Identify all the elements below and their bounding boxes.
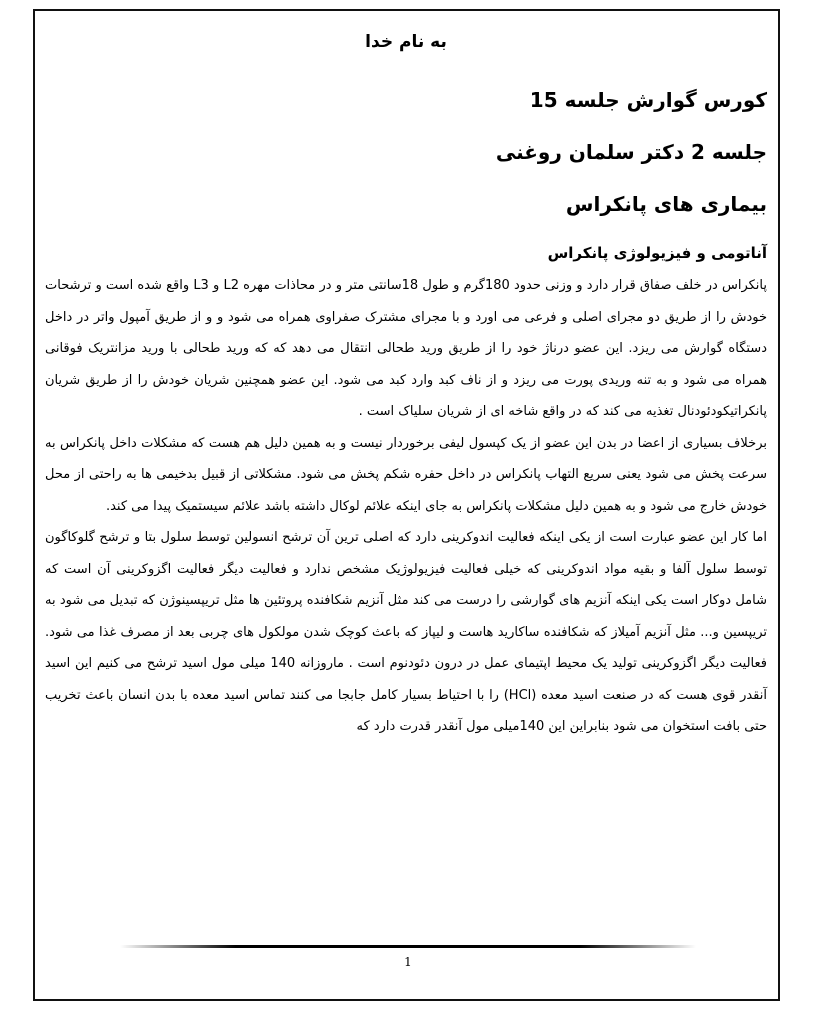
paragraph-capsule: برخلاف بسیاری از اعضا در بدن این عضو از یک کپسول لیفی برخوردار نیست و به همین دلیل هم هست که مشکلات داخل پانکراس به سرعت پخش می شود یعنی سریع التهاب پانکراس در داخل حفره شکم پخش می شود. مشکلاتی از قبیل بدخیمی ها به راحتی از محل خودش خارج می شود و به همین دلیل مشکلات پانکراس به جای اینکه علائم لوکال داشته باشد علائم سیستمیک پیدا می کند. <box>45 435 767 514</box>
footer-divider <box>120 945 696 948</box>
section-heading: آناتومی و فیزیولوژی پانکراس <box>547 244 767 262</box>
page-number: 1 <box>404 955 412 969</box>
paragraph-anatomy: پانکراس در خلف صفاق قرار دارد و وزنی حدود 180گرم و طول 18سانتی متر و در محاذات مهره L2 و L3 واقع شده است و ترشحات خودش را از طریق دو مجرای اصلی و فرعی می اورد و با مجرای مشترک صفراوی همراه می شود و و از طریق آمپول واتر در داخل دستگاه گوارش می ریزد. این عضو درناژ خود را از طریق ورید طحالی انتقال می دهد که که ورید طحالی با ورید مزانتریک فوقانی همراه می شود و به تنه وریدی پورت می ریزد و از ناف کبد وارد کبد می شود. این عضو همچنین شریان خودش را از طریق شریان پانکراتیکودئودنال تغذیه می کند که در واقع شاخه ای از شریان سلیاک است . <box>45 278 767 419</box>
bismillah-heading: به نام خدا <box>365 32 447 52</box>
paragraph-function: اما کار این عضو عبارت است از یکی اینکه فعالیت اندوکرینی دارد که اصلی ترین آن ترشح انسولین توسط سلول بتا و ترشح گلوکاگون توسط سلول آلفا و بقیه مواد اندوکرینی که خیلی فعالیت فیزیولوژیک مشخص ندارد و فعالیت دیگر فعالیت اگزوکرینی آن است که شامل دوکار است یکی اینکه آنزیم های گوارشی را درست می کند مثل آنزیم شکافنده پروتئین ها مثل تریپسینوژن که تبدیل می شود به تریپسین و... مثل آنزیم آمیلاز که شکافنده ساکارید هاست و لیپاز که باعث کوچک شدن مولکول های چربی بعد از مصرف غذا می شود. فعالیت دیگر اگزوکرینی تولید یک محیط اپتیمای عمل در درون دئودنوم است . ماروزانه 140 میلی مول اسید ترشح می کنیم این اسید آنقدر قوی هست که در صنعت اسید معده (HCl) را با احتیاط بسیار کامل جابجا می کنند تماس اسید معده با بدن انسان باعث تخریب حتی بافت استخوان می شود بنابراین این 140میلی مول آنقدر قدرت دارد که <box>45 530 767 734</box>
topic-title: بیماری های پانکراس <box>565 192 767 216</box>
session-title: جلسه 2 دکتر سلمان روغنی <box>495 140 767 164</box>
course-title: کورس گوارش جلسه 15 <box>529 88 767 112</box>
document-body <box>45 30 767 743</box>
